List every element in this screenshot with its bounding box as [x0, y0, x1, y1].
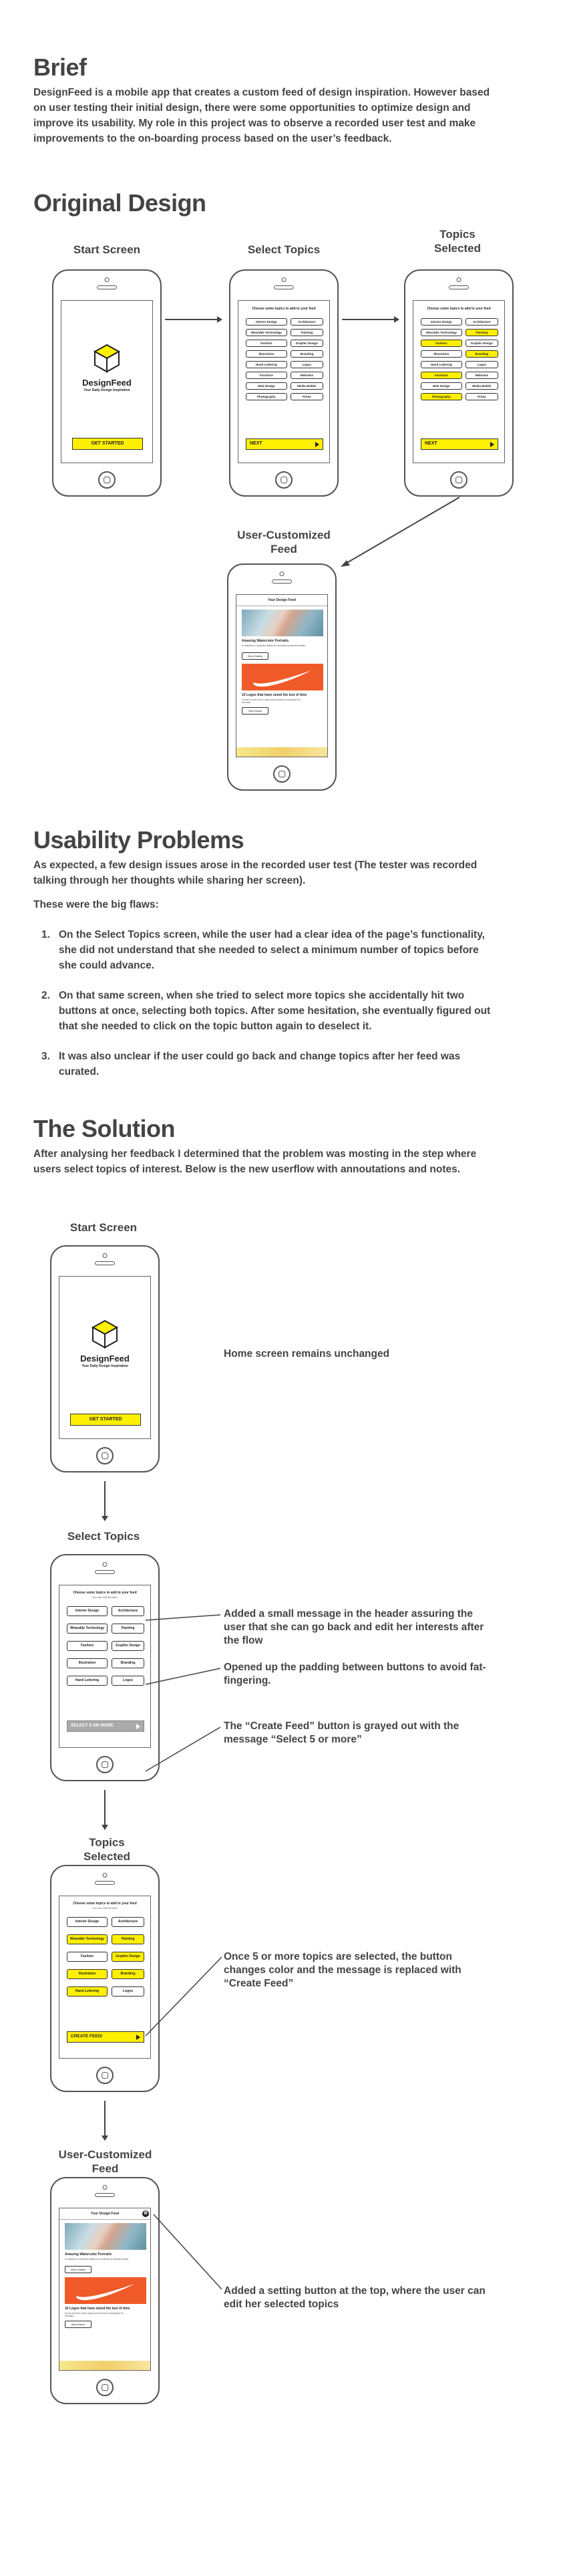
topic-button-selected[interactable]: Furniture [421, 372, 462, 379]
next-button[interactable] [246, 438, 323, 450]
nike-logo-image [242, 664, 323, 690]
topic-button-selected[interactable]: Fashion [421, 340, 462, 347]
home-button [98, 471, 116, 489]
note-grayed-button: The “Create Feed” button is grayed out with the message “Select 5 or more” [224, 1720, 459, 1745]
caption-user-feed: User-Customized Feed [237, 529, 331, 555]
solution-heading: The Solution [33, 1115, 175, 1142]
brief-heading: Brief [33, 53, 87, 81]
screen-select-topics [238, 300, 330, 463]
select-more-button[interactable] [67, 1720, 144, 1732]
topic-grid [246, 318, 323, 400]
view-article-button[interactable]: View Article [65, 2321, 91, 2328]
original-design-heading: Original Design [33, 189, 206, 217]
feed-image-preview [236, 747, 328, 757]
home-button [450, 471, 467, 489]
card1-title: Amazing Watercolor Portraits [65, 2252, 112, 2257]
phone-original-select [229, 269, 339, 497]
annotation-lines [140, 2209, 227, 2296]
card2-title: 10 Logos that have stood the test of time [65, 2307, 130, 2311]
flaws-list [33, 927, 494, 1094]
note-settings-button: Added a setting button at the top, where the user can edit her selected topics [224, 2285, 486, 2310]
topic-button[interactable]: Painting [112, 1624, 144, 1634]
topic-button-selected[interactable]: Wearable Technology [67, 1934, 108, 1944]
topic-button[interactable]: Wearable Technology [246, 329, 287, 336]
next-label: NEXT [425, 441, 437, 446]
topic-button[interactable]: Wearable Technology [421, 329, 462, 336]
flow-arrow-down [100, 1481, 110, 1523]
topic-button[interactable]: Graphic Design [112, 1641, 144, 1651]
app-name: DesignFeed [82, 378, 132, 388]
select-header: Choose some topics to add to your feed [427, 307, 491, 311]
topic-button[interactable]: Graphic Design [291, 340, 323, 347]
phone-original-start [52, 269, 162, 497]
phone-speaker [97, 285, 117, 289]
topic-grid [421, 318, 498, 400]
phone-speaker [95, 1570, 115, 1574]
screen-start [59, 1276, 151, 1439]
home-button [96, 2067, 114, 2084]
topic-button[interactable]: Hand Lettering [421, 361, 462, 368]
app-tagline: Your Daily Design Inspiration [83, 388, 130, 392]
select-subheader: You can edit this later [91, 1595, 118, 1599]
create-feed-button[interactable] [67, 2031, 144, 2043]
topic-button[interactable]: Websites [465, 372, 498, 379]
phone-camera [103, 1253, 108, 1258]
topic-button-selected[interactable]: Branding [465, 350, 498, 358]
topic-button-selected[interactable]: Painting [112, 1934, 144, 1944]
topic-button[interactable]: Hand Lettering [246, 361, 287, 368]
topic-button[interactable]: Wearable Technology [67, 1624, 108, 1634]
topic-button[interactable]: Illustration [421, 350, 462, 358]
screen-select-topics [59, 1585, 151, 1748]
cube-logo-icon [94, 344, 120, 373]
topic-button[interactable]: Media Mobile [291, 382, 323, 390]
view-gallery-button[interactable]: View Gallery [242, 652, 268, 660]
topic-button[interactable]: Prints [465, 393, 498, 400]
caption-topics-selected: Topics Selected [434, 228, 481, 255]
flaw-item: 3. It was also unclear if the user could go back and change topics after her feed was curated. [41, 1051, 461, 1077]
settings-gear-icon[interactable]: ⚙ [143, 2211, 148, 2216]
solution-text: After analysing her feedback I determined that the problem was mosting in the step where users select topics of interest. Below is the new userflow with annoutations and notes. [33, 1148, 477, 1175]
topic-button[interactable]: Photography [246, 393, 287, 400]
topic-button[interactable]: Fashion [67, 1641, 108, 1651]
phone-original-feed [227, 563, 337, 791]
phone-speaker [95, 1881, 115, 1885]
phone-camera [282, 277, 287, 282]
annotation-lines [140, 1952, 227, 2045]
phone-camera [105, 277, 110, 282]
topic-button[interactable]: Hand Lettering [67, 1676, 108, 1686]
feed-header: Your Design Feed [236, 595, 327, 606]
topic-button[interactable]: Architecture [112, 1606, 144, 1616]
home-button [96, 2379, 114, 2396]
brief-text: DesignFeed is a mobile app that creates a custom feed of design inspiration. However based on user testing their initial design, there were some opportunities to optimize design and improve its usability. My role in this project was to observe a recorded user test and make improvements to the on-boarding process based on the user’s feedback. [33, 87, 490, 144]
caption-start-screen: Start Screen [69, 1221, 138, 1234]
topic-button[interactable]: Architecture [291, 318, 323, 326]
note-header-message: Added a small message in the header assuring the user that she can go back and edit her interests after the flow [224, 1608, 484, 1646]
topic-button[interactable]: Prints [291, 393, 323, 400]
note-five-or-more: Once 5 or more topics are selected, the button changes color and the message is replaced with “Create Feed” [224, 1951, 461, 1989]
card2-text: A look at some iconic logos that remained unchanged for decades. [242, 698, 301, 704]
annotation-lines [140, 1611, 227, 1778]
phone-camera [103, 2185, 108, 2190]
problems-intro: As expected, a few design issues arose in the recorded user test (The tester was recorded talking through her thoughts while sharing her screen). [33, 860, 478, 886]
select-header: Choose some topics to add to your feed [73, 1591, 137, 1595]
get-started-button[interactable]: GET STARTED [70, 1414, 141, 1426]
phone-new-start [50, 1245, 160, 1472]
feed-image-preview [59, 2361, 151, 2371]
topic-button[interactable]: Architecture [112, 1917, 144, 1927]
home-button [96, 1447, 114, 1464]
arrow-right-icon [315, 442, 319, 447]
home-button [96, 1756, 114, 1773]
flow-arrow [164, 314, 224, 325]
caption-topics-selected: Topics Selected [83, 1836, 130, 1863]
view-gallery-button[interactable]: View Gallery [65, 2266, 91, 2273]
topic-grid [67, 1917, 144, 1997]
topic-button-selected[interactable]: Branding [112, 1969, 144, 1979]
select-header: Choose some topics to add to your feed [252, 307, 316, 311]
screen-feed [236, 594, 328, 757]
topic-button[interactable]: Illustration [67, 1658, 108, 1668]
topic-button-selected[interactable]: Graphic Design [112, 1952, 144, 1962]
topic-button[interactable]: Fashion [67, 1952, 108, 1962]
card2-title: 10 Logos that have stood the test of time [242, 693, 307, 697]
swoosh-icon [65, 2277, 146, 2304]
card1-title: Amazing Watercolor Portraits [242, 639, 289, 643]
phone-speaker [95, 1261, 115, 1265]
nike-logo-image [65, 2277, 146, 2304]
screen-topics-selected [59, 1896, 151, 2059]
topic-grid [67, 1606, 144, 1686]
screen-topics-selected [413, 300, 505, 463]
caption-user-feed: User-Customized Feed [58, 2148, 152, 2175]
flaw-item: 2. On that same screen, when she tried to select more topics she accidentally hit two buttons at once, selecting both topics. After some hesitation, she eventually figured out that she needed to click on the topic button again to deselect it. [41, 990, 491, 1032]
app-name: DesignFeed [80, 1354, 130, 1364]
phone-original-selected [404, 269, 514, 497]
topic-button[interactable]: Web Design [246, 382, 287, 390]
flow-arrow-down [100, 1790, 110, 1831]
cube-logo-icon [91, 1319, 118, 1349]
usability-problems-heading: Usability Problems [33, 826, 244, 854]
topic-button-selected[interactable]: Photography [421, 393, 462, 400]
flaw-item: 1. On the Select Topics screen, while the user had a clear idea of the page’s functionality, she did not understand that she needed to select a minimum number of topics before she could advance. [41, 929, 485, 971]
topic-button[interactable]: Web Design [421, 382, 462, 390]
flow-arrow-down [100, 2101, 110, 2142]
phone-speaker [95, 2193, 115, 2197]
next-label: NEXT [250, 441, 262, 446]
flow-arrow-diagonal [334, 495, 467, 575]
phone-speaker [449, 285, 469, 289]
create-feed-label: CREATE FEED! [71, 2034, 103, 2039]
topic-button[interactable]: Branding [112, 1658, 144, 1668]
caption-select-topics: Select Topics [247, 243, 321, 256]
home-button [273, 765, 291, 783]
select-header: Choose some topics to add to your feed [73, 1902, 137, 1906]
card1-text: A collection of beautiful watercolor portraits by talented artists. [65, 2258, 129, 2261]
topic-button[interactable]: Illustration [246, 350, 287, 358]
topic-button[interactable]: Logos [112, 1676, 144, 1686]
topic-button[interactable]: Interior Design [67, 1917, 108, 1927]
phone-camera [280, 571, 285, 576]
caption-start-screen: Start Screen [73, 243, 141, 256]
swoosh-icon [242, 664, 323, 690]
topic-button[interactable]: Logos [465, 361, 498, 368]
topic-button[interactable]: Architecture [465, 318, 498, 326]
card1-text: A collection of beautiful watercolor portraits by talented artists. [242, 644, 306, 647]
topic-button[interactable]: Logos [112, 1986, 144, 1997]
topic-button-selected[interactable]: Hand Lettering [67, 1986, 108, 1997]
feed-header: Your Design Feed [59, 2208, 150, 2220]
topic-button[interactable]: Logos [291, 361, 323, 368]
flow-arrow [341, 314, 401, 325]
get-started-button[interactable]: GET STARTED [72, 438, 143, 450]
topic-button[interactable]: Interior Design [67, 1606, 108, 1616]
screen-start [61, 300, 153, 463]
topic-button[interactable]: Interior Design [246, 318, 287, 326]
topic-button[interactable]: Fashion [246, 340, 287, 347]
topic-button[interactable]: Furniture [246, 372, 287, 379]
flaws-label: These were the big flaws: [33, 899, 159, 910]
topic-button[interactable]: Branding [291, 350, 323, 358]
note-padding: Opened up the padding between buttons to avoid fat-fingering. [224, 1662, 486, 1686]
topic-button[interactable]: Interior Design [421, 318, 462, 326]
view-article-button[interactable]: View Article [242, 707, 268, 715]
phone-speaker [272, 579, 292, 584]
card2-text: A look at some iconic logos that remained unchanged for decades. [65, 2312, 124, 2317]
select-more-label: SELECT 5 OR MORE [71, 1723, 114, 1728]
note-home-unchanged: Home screen remains unchanged [224, 1348, 390, 1360]
phone-camera [457, 277, 461, 282]
watercolor-portrait-image [242, 610, 323, 636]
topic-button-selected[interactable]: Painting [465, 329, 498, 336]
screen-feed [59, 2208, 151, 2371]
watercolor-portrait-image [65, 2223, 146, 2250]
topic-button[interactable]: Graphic Design [465, 340, 498, 347]
app-tagline: Your Daily Design Inspiration [81, 1364, 128, 1368]
select-subheader: You can edit this later [91, 1906, 118, 1910]
topic-button[interactable]: Painting [291, 329, 323, 336]
topic-button-selected[interactable]: Illustration [67, 1969, 108, 1979]
topic-button[interactable]: Media Mobile [465, 382, 498, 390]
next-button[interactable] [421, 438, 498, 450]
arrow-right-icon [490, 442, 494, 447]
phone-speaker [274, 285, 294, 289]
caption-select-topics: Select Topics [67, 1530, 140, 1543]
home-button [275, 471, 293, 489]
topic-button[interactable]: Websites [291, 372, 323, 379]
phone-camera [103, 1873, 108, 1878]
phone-camera [103, 1562, 108, 1567]
